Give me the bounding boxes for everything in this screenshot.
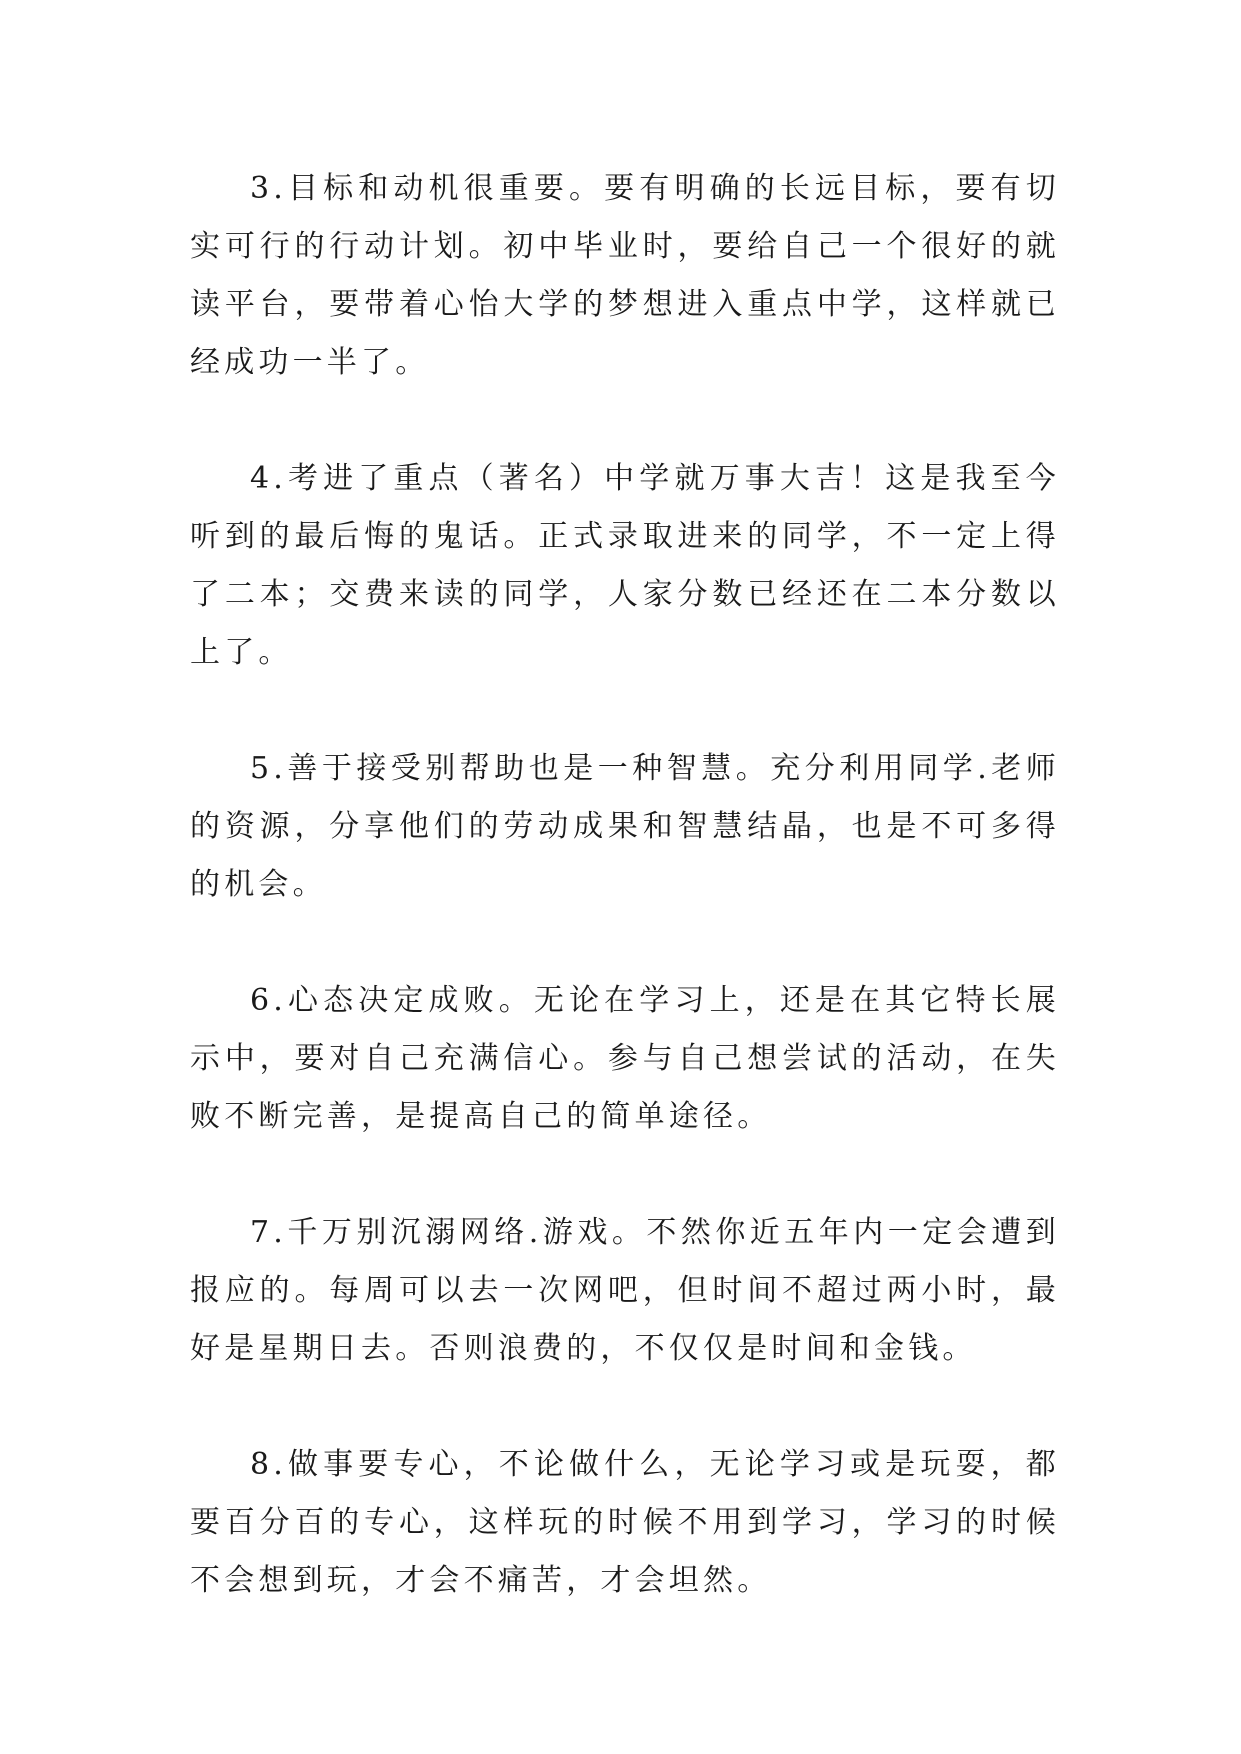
paragraph-8: 8.做事要专心，不论做什么，无论学习或是玩耍，都要百分百的专心，这样玩的时候不用到学习，学习的时候不会想到玩，才会不痛苦，才会坦然。 <box>190 1447 1060 1598</box>
paragraph-3: 3.目标和动机很重要。要有明确的长远目标，要有切实可行的行动计划。初中毕业时，要给自己一个很好的就读平台，要带着心怡大学的梦想进入重点中学，这样就已经成功一半了。 <box>190 171 1060 380</box>
document-body <box>190 160 1060 1668</box>
paragraph-7: 7.千万别沉溺网络.游戏。不然你近五年内一定会遭到报应的。每周可以去一次网吧，但时间不超过两小时，最好是星期日去。否则浪费的，不仅仅是时间和金钱。 <box>190 1215 1060 1366</box>
paragraph-6: 6.心态决定成败。无论在学习上，还是在其它特长展示中，要对自己充满信心。参与自己想尝试的活动，在失败不断完善，是提高自己的简单途径。 <box>190 983 1060 1134</box>
paragraph-5: 5.善于接受别帮助也是一种智慧。充分利用同学.老师的资源，分享他们的劳动成果和智慧结晶，也是不可多得的机会。 <box>190 751 1060 902</box>
paragraph-4: 4.考进了重点（著名）中学就万事大吉！这是我至今听到的最后悔的鬼话。正式录取进来的同学，不一定上得了二本；交费来读的同学，人家分数已经还在二本分数以上了。 <box>190 461 1060 670</box>
